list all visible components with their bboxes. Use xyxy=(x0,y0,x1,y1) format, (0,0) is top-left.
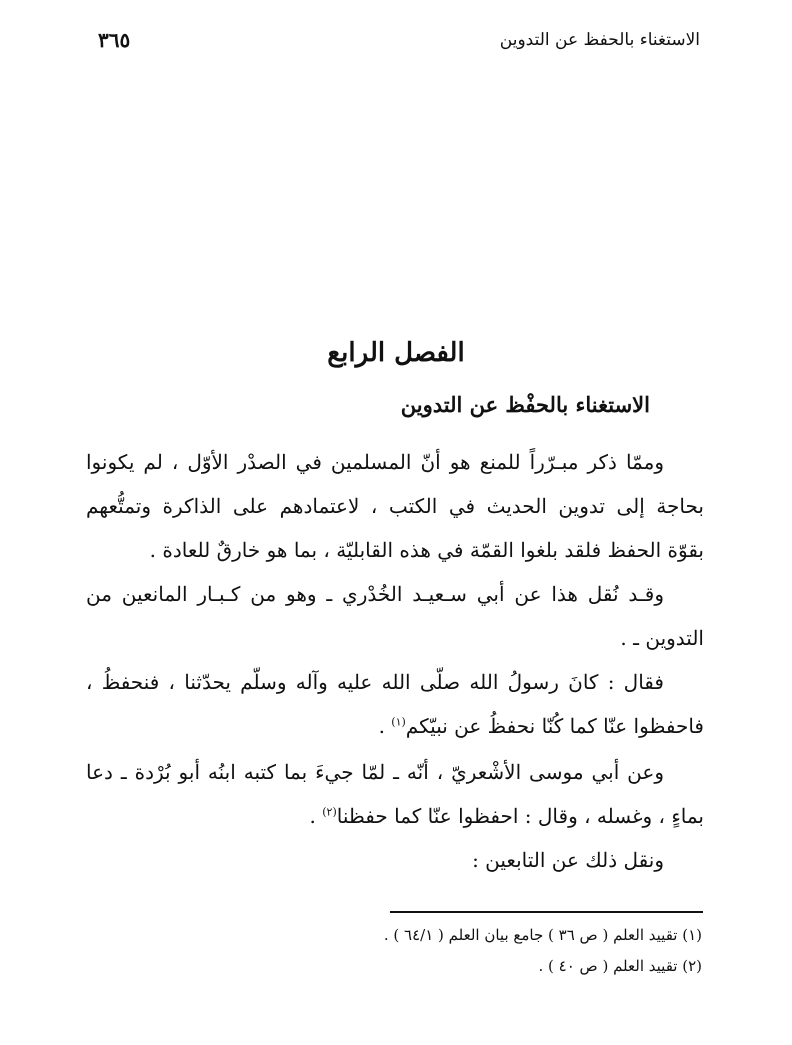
period: . xyxy=(309,804,323,828)
running-header-title: الاستغناء بالحفظ عن التدوين xyxy=(499,30,700,50)
body-line: ونقل ذلك عن التابعين : xyxy=(472,848,664,872)
footnote: (٢) تقييد العلم ( ص ٤٠ ) . xyxy=(538,957,702,975)
page-number: ٣٦٥ xyxy=(98,28,131,52)
footnote-ref: (١) xyxy=(391,715,406,729)
body-line: وعن أبي موسى الأشْعريّ ، أنّه ـ لمّا جيءَ بما كتبه ابنُه أبو بُرْدة ـ دعا xyxy=(86,760,664,784)
body-line: التدوين ـ . xyxy=(620,626,704,650)
body-line: فقال : كانَ رسولُ الله صلّى الله عليه وآله وسلّم يحدّثنا ، فنحفظُ ، xyxy=(86,670,664,694)
body-text: فاحفظوا عنّا كما كُنّا نحفظُ عن نبيّكم xyxy=(405,714,704,738)
period: . xyxy=(378,714,392,738)
body-line: وممّا ذكر مبـرّراً للمنع هو أنّ المسلمين في الصدْر الأوّل ، لم يكونوا xyxy=(86,450,664,474)
footnote-ref: (٢) xyxy=(322,805,337,819)
body-line: بقوّة الحفظ فلقد بلغوا القمّة في هذه القابليّة ، بما هو خارقٌ للعادة . xyxy=(149,538,704,562)
body-text: بماءٍ ، وغسله ، وقال : احفظوا عنّا كما حفظنا xyxy=(336,804,704,828)
body-line xyxy=(86,804,704,828)
body-line: بحاجة إلى تدوين الحديث في الكتب ، لاعتمادهم على الذاكرة وتمتُّعهم xyxy=(86,494,704,518)
footnote-divider xyxy=(390,911,703,913)
body-line: وقـد نُقل هذا عن أبي سـعيـد الخُدْري ـ وهو من كـبـار المانعين من xyxy=(86,582,664,606)
section-title: الاستغناء بالحفْظ عن التدوين xyxy=(400,392,650,417)
chapter-title: الفصل الرابع xyxy=(327,338,465,368)
footnote: (١) تقييد العلم ( ص ٣٦ ) جامع بيان العلم ( ٦٤/١ ) . xyxy=(383,926,702,944)
body-line xyxy=(86,714,704,738)
